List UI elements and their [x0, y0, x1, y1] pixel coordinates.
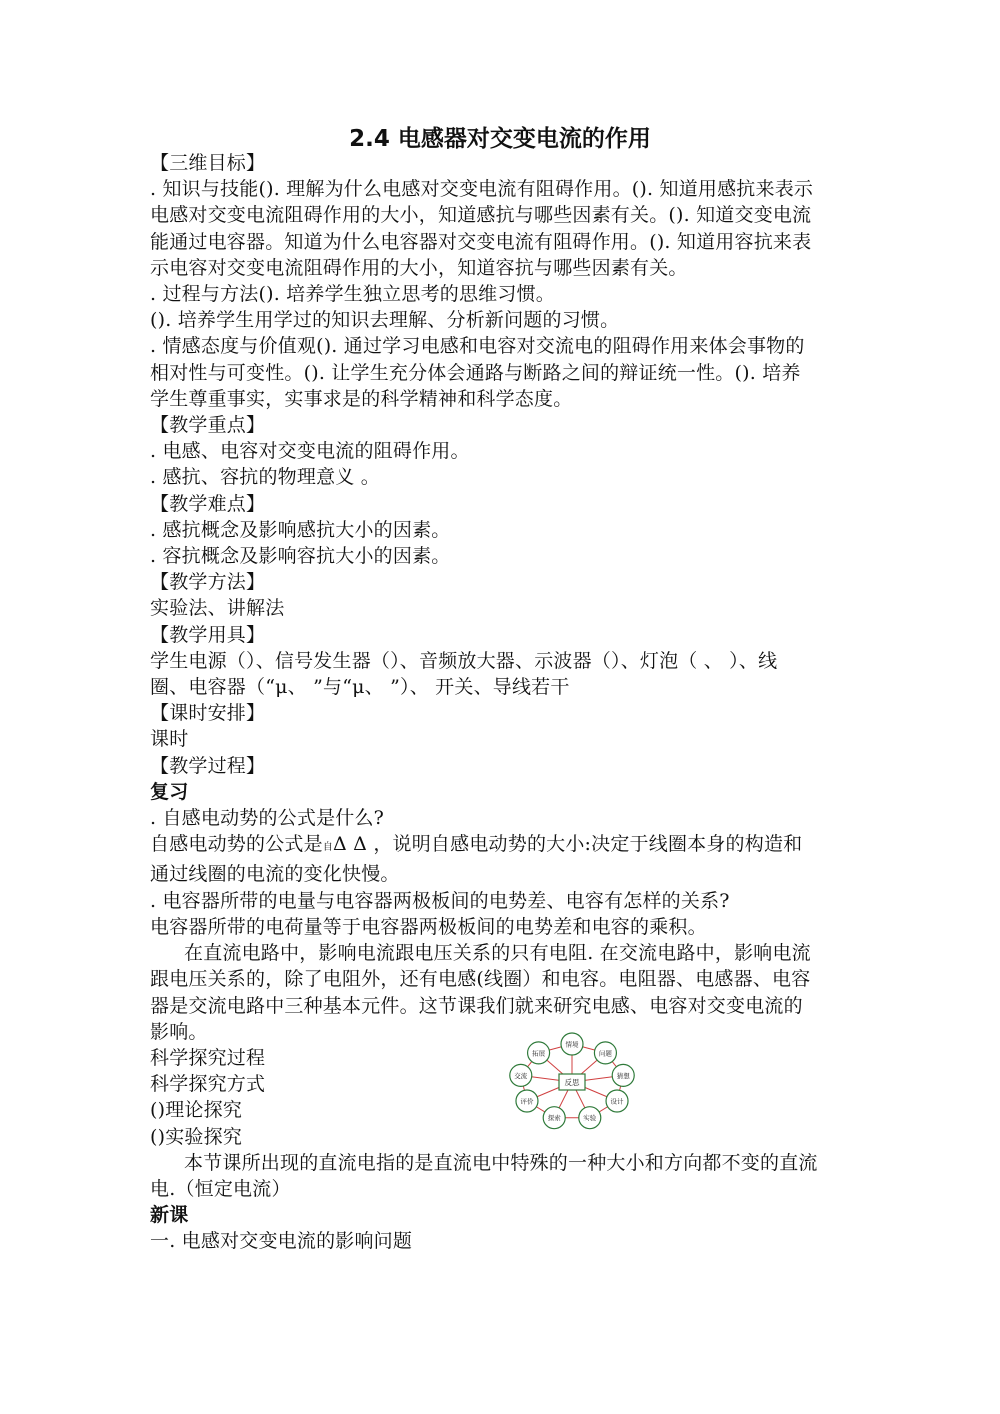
text-line: 学生电源（）、信号发生器（）、音频放大器、示波器（）、灯泡（ 、 ）、线 — [150, 649, 778, 672]
process-item: ()实验探究 — [150, 1125, 243, 1148]
section-heading: 【课时安排】 — [150, 702, 266, 725]
document-body — [150, 150, 850, 1255]
inquiry-cycle-diagram — [502, 1030, 642, 1134]
diagram-node-label: 交流 — [514, 1071, 528, 1080]
review-answer-2: 电容器所带的电荷量等于电容器两极板间的电势差和电容的乘积。 — [150, 915, 707, 938]
text-line: . 情感态度与价值观(). 通过学习电感和电容对交流电的阻碍作用来体会事物的 — [150, 335, 805, 358]
intro-paragraph-line: 影响。 — [150, 1020, 208, 1043]
text-line: 课时 — [150, 728, 189, 751]
process-item: 科学探究方式 — [150, 1073, 266, 1096]
review-heading: 复习 — [150, 780, 189, 803]
note-line: 本节课所出现的直流电指的是直流电中特殊的一种大小和方向都不变的直流 — [184, 1151, 818, 1174]
process-item: ()理论探究 — [150, 1099, 243, 1122]
text-line: (). 培养学生用学过的知识去理解、分析新问题的习惯。 — [150, 309, 620, 332]
section-heading: 【教学难点】 — [150, 492, 266, 515]
review-answer-1 — [150, 831, 850, 861]
answer-text: Δ Δ ，说明自感电动势的大小:决定于线圈本身的构造和 — [333, 833, 803, 856]
intro-paragraph-line: 跟电压关系的，除了电阻外，还有电感(线圈）和电容。电阻器、电感器、电容 — [150, 968, 811, 991]
diagram-node-label: 评价 — [520, 1097, 534, 1106]
text-line: 相对性与可变性。(). 让学生充分体会通路与断路之间的辩证统一性。(). 培养 — [150, 361, 801, 384]
intro-paragraph-line: 器是交流电路中三种基本元件。这节课我们就来研究电感、电容对交变电流的 — [150, 994, 803, 1017]
text-line: . 知识与技能(). 理解为什么电感对交变电流有阻碍作用。(). 知道用感抗来表示 — [150, 178, 814, 201]
section-heading: 【三维目标】 — [150, 152, 266, 174]
text-line: 能通过电容器。知道为什么电容器对交变电流有阻碍作用。(). 知道用容抗来表 — [150, 230, 812, 253]
page-title: 2.4 电感器对交变电流的作用 — [349, 126, 651, 152]
section-heading: 【教学用具】 — [150, 623, 266, 646]
diagram-node-label: 情境 — [565, 1040, 579, 1049]
intro-paragraph-line: 在直流电路中，影响电流跟电压关系的只有电阻. 在交流电路中，影响电流 — [184, 942, 811, 965]
review-question-2: . 电容器所带的电量与电容器两极板间的电势差、电容有怎样的关系? — [150, 889, 730, 912]
text-line: . 感抗、容抗的物理意义 。 — [150, 466, 380, 489]
diagram-node-label: 探索 — [547, 1114, 561, 1123]
text-line: 实验法、讲解法 — [150, 597, 285, 620]
answer-text: 自感电动势的公式是 — [150, 833, 323, 856]
text-line: 示电容对交变电流阻碍作用的大小，知道容抗与哪些因素有关。 — [150, 256, 688, 279]
text-line: 通过线圈的电流的变化快慢。 — [150, 863, 400, 886]
section-title: 一. 电感对交变电流的影响问题 — [150, 1230, 413, 1253]
text-line: . 感抗概念及影响感抗大小的因素。 — [150, 518, 451, 541]
diagram-node-label: 问题 — [598, 1049, 612, 1058]
formula-subscript: 自 — [322, 842, 334, 854]
text-line: . 电感、电容对交变电流的阻碍作用。 — [150, 440, 470, 463]
section-heading: 【教学方法】 — [150, 571, 266, 594]
diagram-node-label: 拓展 — [532, 1049, 546, 1058]
text-line: . 过程与方法(). 培养学生独立思考的思维习惯。 — [150, 283, 555, 306]
diagram-node-label: 设计 — [610, 1097, 624, 1106]
diagram-node-label: 猜想 — [616, 1071, 630, 1080]
new-lesson-heading: 新课 — [150, 1204, 189, 1227]
process-item: 科学探究过程 — [150, 1046, 266, 1069]
section-heading: 【教学重点】 — [150, 414, 266, 437]
note-line: 电.（恒定电流） — [150, 1177, 291, 1200]
text-line: . 容抗概念及影响容抗大小的因素。 — [150, 545, 451, 568]
review-question-1: . 自感电动势的公式是什么? — [150, 807, 385, 830]
diagram-node-label: 实验 — [583, 1114, 597, 1123]
diagram-center-label: 反思 — [564, 1078, 580, 1087]
text-line: 圈、电容器（“μ、 ”与“μ、 ”）、 开关、导线若干 — [150, 676, 570, 699]
text-line: 学生尊重事实，实事求是的科学精神和科学态度。 — [150, 387, 573, 410]
section-heading: 【教学过程】 — [150, 754, 266, 777]
text-line: 电感对交变电流阻碍作用的大小，知道感抗与哪些因素有关。(). 知道交变电流 — [150, 204, 812, 227]
